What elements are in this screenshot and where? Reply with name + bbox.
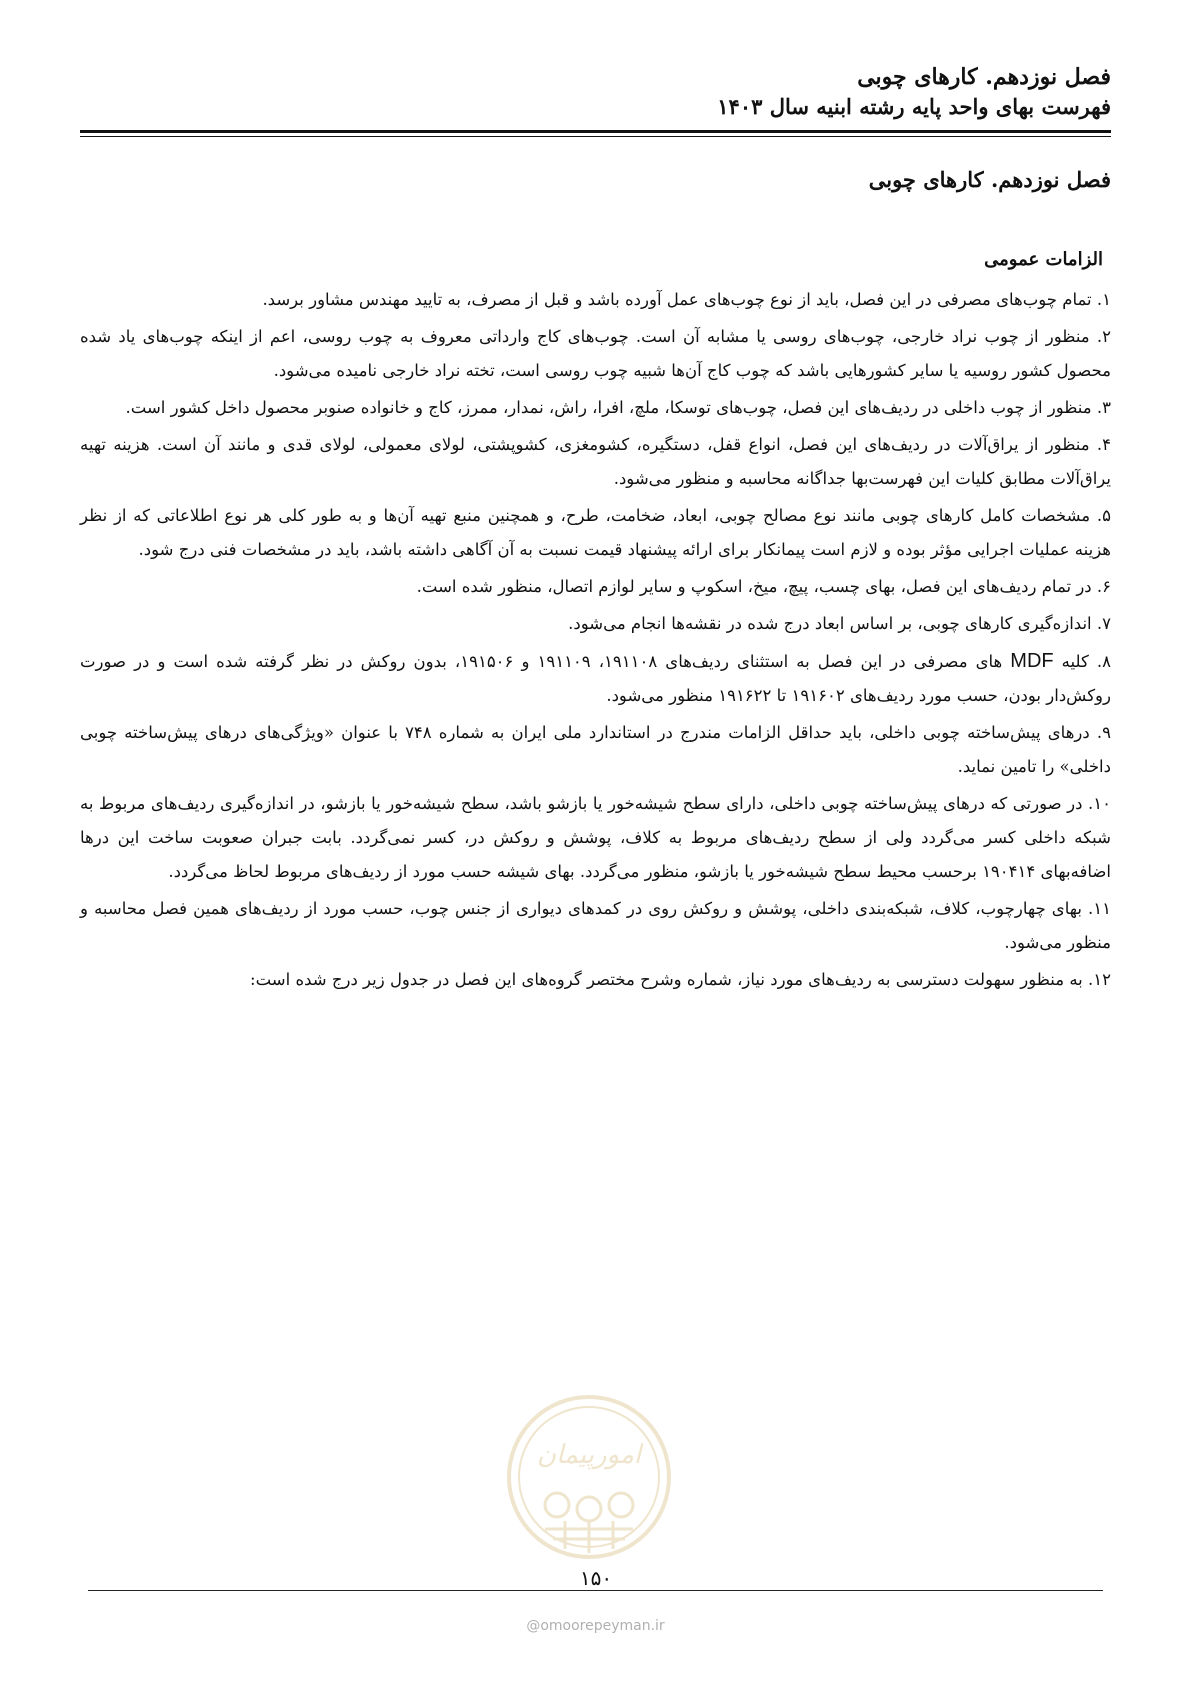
seal-lettering: امورپیمان: [536, 1440, 642, 1470]
requirement-paragraph-6: ۶. در تمام ردیف‌های این فصل، بهای چسب، پیچ، میخ، اسکوپ و سایر لوازم اتصال، منظور شده است.: [416, 577, 1111, 596]
requirement-paragraph-1: ۱. تمام چوب‌های مصرفی در این فصل، باید از نوع چوب‌های عمل آورده باشد و قبل از مصرف، به تایید مهندس مشاور برسد.: [262, 290, 1111, 309]
footer-divider: [88, 1590, 1103, 1591]
omoor-peyman-seal-logo: [505, 1393, 673, 1561]
chapter-header-title: فصل نوزدهم. کارهای چوبی: [857, 64, 1111, 90]
header-divider-thick: [80, 130, 1111, 133]
requirement-paragraph-2: ۲. منظور از چوب نراد خارجی، چوب‌های روسی یا مشابه آن است. چوب‌های کاج وارداتی معروف به چوب روسی، اعم از اینکه چوب‌های یاد شده محصول کشور روسیه یا سایر کشورهایی باشد که چوب کاج آن‌ها شبیه چوب روسی است، تخته نراد خارجی نامیده می‌شود.: [80, 327, 1111, 380]
mdf-term: MDF: [1010, 650, 1054, 672]
requirement-paragraph-4: ۴. منظور از یراق‌آلات در ردیف‌های این فصل، انواع قفل، دستگیره، کشومغزی، کشوپشتی، لولای معمولی، لولای قدی و مانند آن است. هزینه تهیه یراق‌آلات مطابق کلیات این فهرست‌بها جداگانه محاسبه و منظور می‌شود.: [80, 435, 1111, 488]
catalog-header-title: فهرست بهای واحد پایه رشته ابنیه سال ۱۴۰۳: [717, 94, 1111, 119]
requirement-paragraph-5: ۵. مشخصات کامل کارهای چوبی مانند نوع مصالح چوبی، ابعاد، ضخامت، طرح، و همچنین منبع تهیه آن‌ها و به طور کلی هر نوع اطلاعاتی که از نظر هزینه عملیات اجرایی مؤثر بوده و لازم است پیمانکار برای ارائه پیشنهاد قیمت نسبت به آن آگاهی داشته باشد، باید در مشخصات فنی درج شود.: [80, 506, 1111, 559]
requirement-paragraph-11: ۱۱. بهای چهارچوب، کلاف، شبکه‌بندی داخلی، پوشش و روکش روی در کمدهای دیواری از جنس چوب، حسب مورد از ردیف‌های همین فصل محاسبه و منظور می‌شود.: [80, 899, 1111, 952]
page-header: [81, 62, 1111, 122]
requirement-paragraph-12: ۱۲. به منظور سهولت دسترسی به ردیف‌های مورد نیاز، شماره وشرح مختصر گروه‌های این فصل در جدول زیر درج شده است:: [250, 970, 1111, 989]
watermark-handle: @omoorepeyman.ir: [526, 1618, 665, 1634]
page-number: ۱۵۰: [560, 1566, 632, 1590]
requirement-paragraph-3: ۳. منظور از چوب داخلی در ردیف‌های این فصل، چوب‌های توسکا، ملچ، افرا، راش، نمدار، ممرز، کاج و خانواده صنوبر محصول داخل کشور است.: [125, 398, 1111, 417]
requirements-body: [80, 283, 1111, 1000]
general-requirements-heading: الزامات عمومی: [984, 249, 1103, 270]
paragraph-8-rest: های مصرفی در این فصل به استثنای ردیف‌های ۱۹۱۱۰۸، ۱۹۱۱۰۹ و ۱۹۱۵۰۶، بدون روکش در نظر گرفته شده است و در صورت روکش‌دار بودن، حسب مورد ردیف‌های ۱۹۱۶۰۲ تا ۱۹۱۶۲۲ منظور می‌شود.: [80, 652, 1111, 705]
requirement-paragraph-8: [80, 644, 1111, 713]
paragraph-8-start: ۸. کلیه: [1053, 652, 1111, 671]
section-title: فصل نوزدهم. کارهای چوبی: [868, 167, 1111, 192]
requirement-paragraph-9: ۹. درهای پیش‌ساخته چوبی داخلی، باید حداقل الزامات مندرج در استاندارد ملی ایران به شماره ۷۴۸ با عنوان «ویژگی‌های درهای پیش‌ساخته چوبی داخلی» را تامین نماید.: [80, 723, 1111, 776]
requirement-paragraph-7: ۷. اندازه‌گیری کارهای چوبی، بر اساس ابعاد درج شده در نقشه‌ها انجام می‌شود.: [568, 614, 1111, 633]
requirement-paragraph-10: ۱۰. در صورتی که درهای پیش‌ساخته چوبی داخلی، دارای سطح شیشه‌خور یا بازشو باشد، سطح شیشه‌خور یا بازشو، در اندازه‌گیری ردیف‌های مربوط به شبکه داخلی کسر می‌گردد ولی از سطح ردیف‌های مربوط به کلاف، پوشش و روکش در، کسر نمی‌گردد. بابت جبران صعوبت ساخت این درها اضافه‌بهای ۱۹۰۴۱۴ برحسب محیط سطح شیشه‌خور یا بازشو، منظور می‌گردد. بهای شیشه حسب مورد از ردیف‌های مربوط لحاظ می‌گردد.: [80, 794, 1111, 881]
header-divider-thin: [80, 136, 1111, 137]
